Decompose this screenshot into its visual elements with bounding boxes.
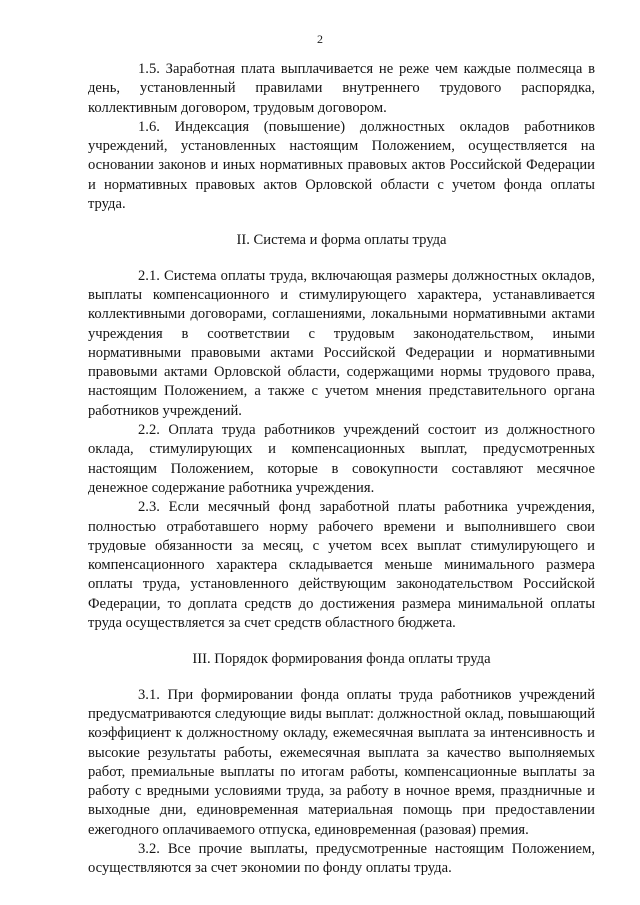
page-number: 2 [317, 32, 323, 46]
paragraph-3-2: 3.2. Все прочие выплаты, предусмотренные настоящим Положением, осуществляются за счет экономии по фонду оплаты труда. [88, 840, 595, 877]
section-2-heading: II. Система и форма оплаты труда [236, 232, 447, 249]
paragraph-1-5: 1.5. Заработная плата выплачивается не реже чем каждые полмесяца в день, установленный правилами внутреннего трудового распорядка, коллективным договором, трудовым договором. [88, 61, 595, 116]
section-3-heading: III. Порядок формирования фонда оплаты труда [192, 651, 491, 668]
paragraph-1-6: 1.6. Индексация (повышение) должностных окладов работников учреждений, установленных настоящим Положением, осуществляется на основании законов и иных нормативных правовых актов Российской Федерации и нормативных правовых актов Орловской области с учетом фонда оплаты труда. [88, 118, 595, 213]
paragraph-2-1: 2.1. Система оплаты труда, включающая размеры должностных окладов, выплаты компенсационного и стимулирующего характера, устанавливается коллективными договорами, соглашениями, локальными нормативными актами учреждения в соответствии с трудовым законодательством, иными нормативными правовыми актами Российской Федерации и нормативными правовыми актами Орловской области, содержащими нормы трудового права, настоящим Положением, а также с учетом мнения представительного органа работников учреждений. [88, 267, 595, 419]
paragraph-2-3: 2.3. Если месячный фонд заработной платы работника учреждения, полностью отработавшего норму рабочего времени и выполнившего свои трудовые обязанности за месяц, с учетом всех выплат стимулирующего и компенсационного характера складывается меньше минимального размера оплаты труда, установленного действующим законодательством Российской Федерации, то доплата средств до достижения размера минимальной оплаты труда осуществляется за счет средств областного бюджета. [88, 499, 595, 632]
document-body [88, 60, 595, 879]
paragraph-2-2: 2.2. Оплата труда работников учреждений состоит из должностного оклада, стимулирующих и компенсационных выплат, предусмотренных настоящим Положением, которые в совокупности составляют месячное денежное содержание работника учреждения. [88, 422, 595, 496]
paragraph-3-1: 3.1. При формировании фонда оплаты труда работников учреждений предусматриваются следующие виды выплат: должностной оклад, повышающий коэффициент к должностному окладу, ежемесячная выплата за интенсивность и высокие результаты работы, ежемесячная выплата за качество выполняемых работ, премиальные выплаты по итогам работы, компенсационные выплаты за работу с вредными условиями труда, за работу в ночное время, праздничные и выходные дни, единовременная материальная помощь при предоставлении ежегодного оплачиваемого отпуска, единовременная (разовая) премия. [88, 686, 595, 838]
